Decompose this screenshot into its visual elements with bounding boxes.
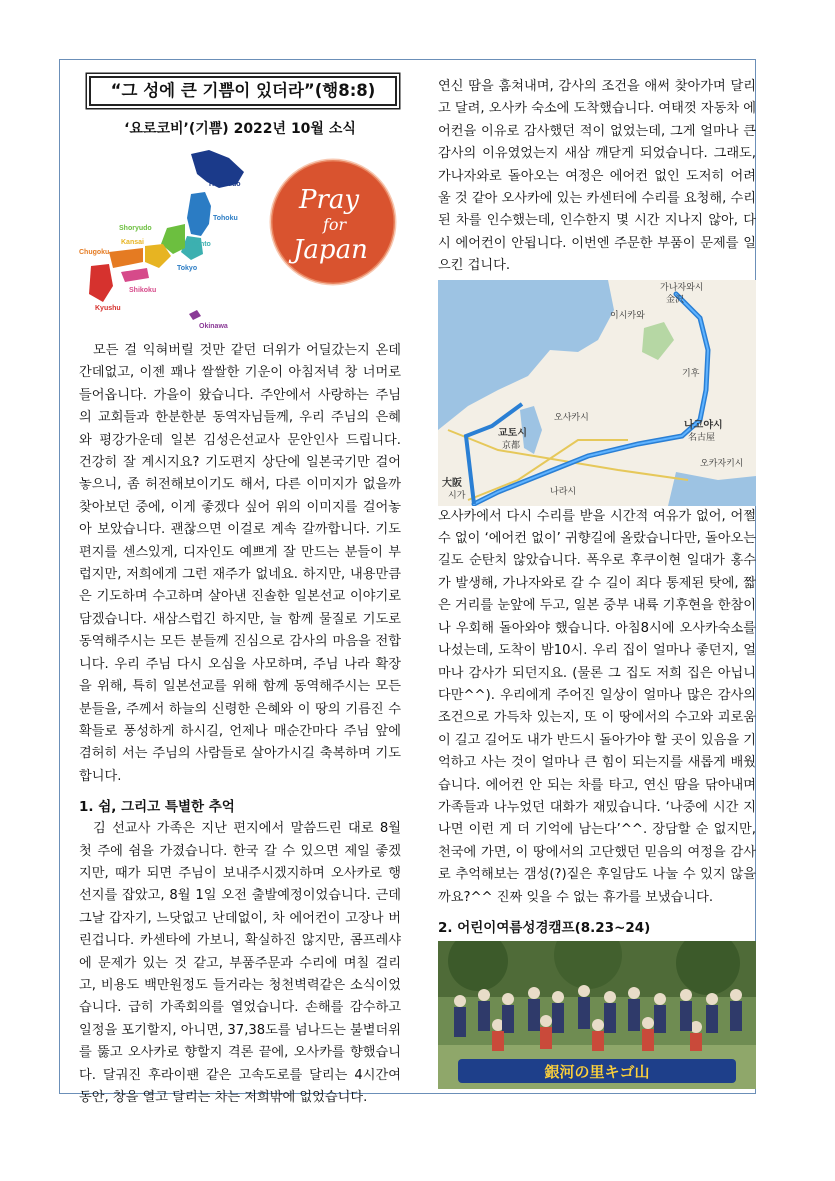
label-kansai: Kansai (121, 239, 144, 246)
section2-heading: 2. 어린이여름성경캠프(8.23~24) (438, 919, 651, 936)
japan-region-map (79, 144, 257, 332)
label-ishikawa: 이시카와 (610, 310, 645, 321)
kyushu-shape (89, 264, 113, 302)
label-tokyo: Tokyo (177, 265, 198, 272)
label-nagoya-si: 나고야시 (684, 419, 723, 431)
label-tohoku: Tohoku (213, 215, 238, 222)
label-nara: 나라시 (550, 486, 577, 497)
tohoku-shape (187, 192, 211, 236)
osaka-kanazawa-route-map (438, 280, 756, 506)
section1-heading: 1. 쉼, 그리고 특별한 추억 (79, 799, 235, 816)
label-osaka-kanji: 시가 (448, 490, 466, 501)
right-column (438, 76, 756, 1089)
header-images (79, 144, 401, 334)
label-shiga: 오사카시 (554, 412, 589, 423)
label-nagoya-kanji: 名古屋 (688, 432, 716, 443)
intro-paragraph: 모든 걸 익혀버릴 것만 같던 더위가 어딜갔는지 온데간데없고, 이젠 꽤나 쌀쌀한 기운이 아침저녁 창 너머로 들어옵니다. 가을이 왔습니다. 주안에서 사랑하는 주님의 교회들과 한분한분 동역자님들께, 우리 주님의 은혜와 평강가운데 일본 김성은선교사 문안인사 드립니다. 건강히 잘 계시지요? 기도편지 상단에 일본국기만 걸어놓으니, 좀 허전해보이기도 해서, 다른 이미지가 없을까 찾아보던 중에, 이게 좋겠다 싶어 위의 이미지를 걸어놓아 보았습니다. 괜찮으면 이걸로 계속 갈까합니다. 기도편지를 센스있게, 디자인도 예쁘게 잘 만드는 분들이 부럽지만, 저희에게 그런 재주가 없네요. 하지만, 내용만큼은 기도하며 수고하며 살아낸 진솔한 일본선교 이야기로 담겠습니다. 새삼스럽긴 하지만, 늘 함께 물질로 기도로 동역해주시는 모든 분들께 진심으로 감사의 마음을 전합니다. 우리 주님 다시 오심을 사모하며, 주님 나라 확장을 위해, 특히 일본선교를 위해 함께 동역해주시는 모든 분들을, 주께서 하늘의 신령한 은혜와 이 땅의 기름진 수확들로 풍성하게 하시길, 언제나 매순간마다 주님 앞에 겸허히 서는 주님의 사람들로 살아가시길 축복하며 기도합니다. (79, 343, 401, 784)
okinawa-shape (189, 310, 201, 320)
left-column (79, 76, 401, 1109)
label-okinawa: Okinawa (199, 323, 228, 330)
label-kyushu: Kyushu (95, 305, 121, 312)
label-kanazawa-si: 가나자와시 (660, 282, 704, 293)
for-text: for (323, 215, 347, 234)
label-kyoto-kanji: 京都 (502, 440, 521, 451)
newsletter-subtitle: ‘요로코비’(기쁨) 2022년 10월 소식 (124, 121, 356, 137)
label-shoryudo: Shoryudo (119, 225, 152, 232)
label-okazaki: 오카자키시 (700, 458, 744, 469)
label-shikoku: Shikoku (129, 287, 157, 294)
summer-camp-group-photo (438, 941, 756, 1089)
label-kanazawa-kanji: 金沢 (666, 294, 685, 305)
chugoku-shape (109, 248, 143, 268)
label-osaka-si: 大阪 (442, 477, 462, 489)
label-hokkaido: Hokkaido (209, 181, 241, 188)
label-chugoku: Chugoku (79, 249, 110, 256)
section1-paragraph: 김 선교사 가족은 지난 편지에서 말씀드린 대로 8월 첫 주에 쉼을 가졌습니다. 한국 갈 수 있으면 제일 좋겠지만, 때가 되면 주님이 보내주시겠지하며 오사카로 행선지를 잡았고, 8월 1일 오전 출발예정이었습니다. 근데 그날 갑자기, 느닷없고 난데없이, 차 에어컨이 고장나 버린겁니다. 카센타에 가보니, 확실하진 않지만, 콤프레샤에 문제가 있는 것 같고, 부품주문과 수리에 며칠 걸리고, 비용도 백만원정도 들거라는 청천벽력같은 소식이었습니다. 급히 가족회의를 열었습니다. 손해를 감수하고 일정을 포기할지, 아니면, 37,38도를 넘나드는 불볕더위를 뚫고 오사카로 향할지 격론 끝에, 오사카를 향했습니다. 달궈진 후라이팬 같은 고속도로를 달리는 4시간여 동안, 창을 열고 달리는 차는 저희밖에 없었습니다. (79, 821, 401, 1105)
newsletter-title: “그 성에 큰 기쁨이 있더라”(행8:8) (89, 76, 397, 106)
shikoku-shape (121, 268, 149, 282)
japan-text: Japan (293, 235, 368, 265)
pray-text: Pray (299, 185, 360, 215)
pray-for-japan-logo (269, 158, 397, 286)
section1-paragraph-cont1: 연신 땀을 훔쳐내며, 감사의 조건을 애써 찾아가며 달리고 달려, 오사카 숙소에 도착했습니다. 여태껏 자동차 에어컨을 이유로 감사했던 적이 없었는데, 그게 얼마나 큰 감사의 이유였었는지 새삼 깨닫게 되었습니다. 그래도, 가나자와로 돌아오는 여정은 에어컨 없인 도저히 어려울 것 같아 오사카에 있는 카센터에 수리를 요청해, 수리된 차를 인수했는데, 인수한지 몇 시간 지나지 않아, 다시 에어컨이 안됩니다. 이번엔 주문한 부품이 문제를 일으킨 겁니다. (438, 79, 756, 274)
label-gifu: 기후 (682, 368, 700, 379)
section1-paragraph-cont2: 오사카에서 다시 수리를 받을 시간적 여유가 없어, 어쩔 수 없이 ‘에어컨 없이’ 귀향길에 올랐습니다만, 돌아오는 길도 순탄치 않았습니다. 폭우로 후쿠이현 일대가 홍수가 발생해, 가나자와로 갈 수 길이 죄다 통제된 탓에, 짧은 거리를 눈앞에 두고, 일본 중부 내륙 기후현을 한참이나 우회해 돌아와야 했습니다. 아침8시에 오사카숙소를 나섰는데, 도착이 밤10시. 우리 집이 얼마나 좋던지, 얼마나 감사가 되던지요. (물론 그 집도 저희 집은 아닙니다만^^). 우리에게 주어진 일상이 얼마나 많은 감사의 조건으로 가득차 있는지, 또 이 땅에서의 수고와 괴로움이 길고 길어도 내가 반드시 돌아가야 할 곳이 있음을 기억하고 사는 것이 얼마나 큰 힘이 되는지를 새롭게 배웠습니다. 에어컨 안 되는 차를 타고, 연신 땀을 닦아내며 가족들과 나누었던 대화가 재밌습니다. ‘나중에 시간 지나면 이런 게 더 기억에 남는다’^^. 장담할 순 없지만, 천국에 가면, 이 땅에서의 고단했던 믿음의 여정을 감사로 추억해보는 갬성(?)짙은 후일담도 나눌 수 있지 않을까요?^^ 진짜 잊을 수 없는 휴가를 보냈습니다. (438, 508, 756, 905)
label-kyoto-si: 교토시 (498, 427, 527, 439)
camp-banner-text: 銀河の里キゴ山 (544, 1062, 650, 1081)
label-kanto: Kanto (191, 241, 211, 248)
